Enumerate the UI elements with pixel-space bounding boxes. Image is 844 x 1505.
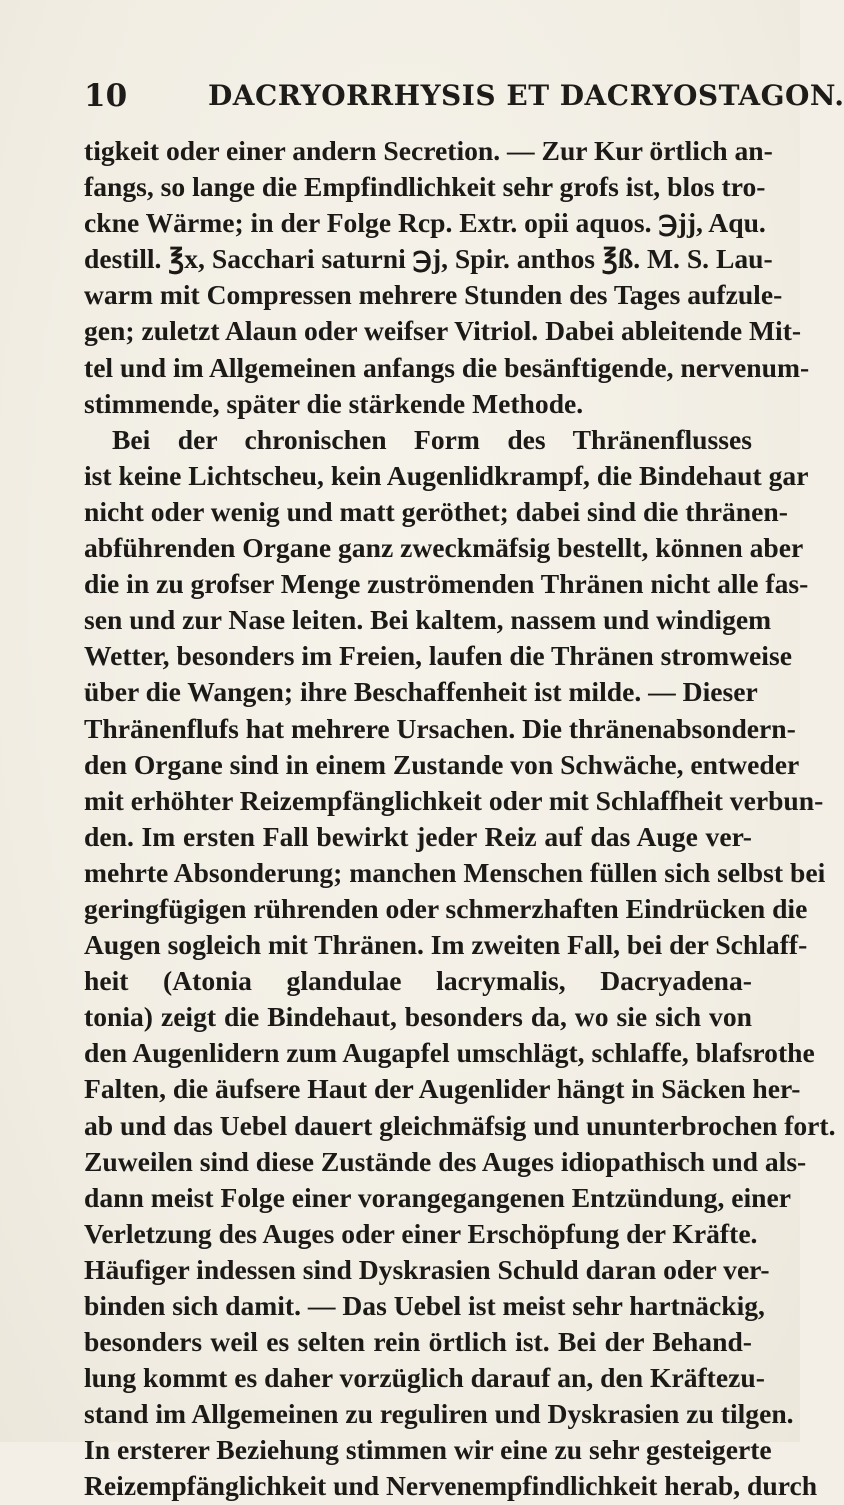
text-line-1: tigkeit oder einer andern Secretion. — Zur Kur örtlich an- xyxy=(84,135,773,166)
text-line-22: geringfügigen rührenden oder schmerzhaften Eindrücken die xyxy=(84,892,808,924)
text-line-19: mit erhöhter Reizempfänglichkeit oder mit Schlaffheit verbun- xyxy=(84,784,824,816)
text-line-28: ab und das Uebel dauert gleichmäfsig und ununterbrochen fort. xyxy=(84,1109,836,1141)
page-header xyxy=(84,76,844,120)
text-line-32: Häufiger indessen sind Dyskrasien Schuld daran oder ver- xyxy=(84,1253,770,1285)
text-line-33: binden sich damit. — Das Uebel ist meist sehr hartnäckig, xyxy=(84,1290,765,1321)
text-line-27: Falten, die äufsere Haut der Augenlider hängt in Säcken her- xyxy=(84,1073,801,1105)
text-line-37: In ersterer Beziehung stimmen wir eine zu sehr gesteigerte xyxy=(84,1434,772,1466)
text-line-2: fangs, so lange die Empfindlichkeit sehr grofs ist, blos tro- xyxy=(84,171,766,203)
text-line-29: Zuweilen sind diese Zustände des Auges idiopathisch und als- xyxy=(84,1145,807,1177)
body-text xyxy=(84,133,836,1505)
text-line-26: den Augenlidern zum Augapfel umschlägt, schlaffe, blafsrothe xyxy=(84,1037,815,1069)
text-line-38: Reizempfänglichkeit und Nervenempfindlichkeit herab, durch xyxy=(84,1470,818,1502)
text-line-3: ckne Wärme; in der Folge Rcp. Extr. opii aquos. ℈jj, Aqu. xyxy=(84,207,766,239)
text-line-35: lung kommt es daher vorzüglich darauf an, den Kräftezu- xyxy=(84,1362,765,1394)
text-line-4: destill. ℥x, Sacchari saturni ℈j, Spir. anthos ℥ß. M. S. Lau- xyxy=(84,243,773,275)
text-line-16: über die Wangen; ihre Beschaffenheit ist milde. — Dieser xyxy=(84,676,758,708)
text-line-8: stimmende, später die stärkende Methode. xyxy=(84,387,584,419)
text-line-20: den. Im ersten Fall bewirkt jeder Reiz auf das Auge ver- xyxy=(84,820,752,852)
text-line-12: abführenden Organe ganz zweckmäfsig bestellt, können aber xyxy=(84,532,804,564)
text-line-21: mehrte Absonderung; manchen Menschen füllen sich selbst bei xyxy=(84,856,826,888)
text-line-30: dann meist Folge einer vorangegangenen Entzündung, einer xyxy=(84,1181,791,1213)
running-title: DACRYORRHYSIS ET DACRYOSTAGON. xyxy=(208,79,844,112)
text-line-14: sen und zur Nase leiten. Bei kaltem, nassem und windigem xyxy=(84,604,772,636)
text-line-7: tel und im Allgemeinen anfangs die besänftigende, nervenum- xyxy=(84,351,810,383)
page-number: 10 xyxy=(84,78,128,114)
text-line-36: stand im Allgemeinen zu reguliren und Dyskrasien zu tilgen. xyxy=(84,1398,794,1430)
text-line-15: Wetter, besonders im Freien, laufen die Thränen stromweise xyxy=(84,640,792,672)
text-line-25: tonia) zeigt die Bindehaut, besonders da, wo sie sich von xyxy=(84,1001,752,1033)
text-line-11: nicht oder wenig und matt geröthet; dabei sind die thränen- xyxy=(84,495,788,527)
text-line-9: Bei der chronischen Form des Thränenflusses xyxy=(112,423,752,455)
text-line-24: heit (Atonia glandulae lacrymalis, Dacryadena- xyxy=(84,965,752,997)
text-line-18: den Organe sind in einem Zustande von Schwäche, entweder xyxy=(84,748,800,780)
text-line-17: Thränenflufs hat mehrere Ursachen. Die thränenabsondern- xyxy=(84,712,796,744)
text-line-5: warm mit Compressen mehrere Stunden des Tages aufzule- xyxy=(84,279,783,311)
text-line-31: Verletzung des Auges oder einer Erschöpfung der Kräfte. xyxy=(84,1217,758,1249)
text-line-34: besonders weil es selten rein örtlich ist. Bei der Behand- xyxy=(84,1326,752,1358)
text-line-13: die in zu grofser Menge zuströmenden Thränen nicht alle fas- xyxy=(84,568,809,600)
text-line-23: Augen sogleich mit Thränen. Im zweiten Fall, bei der Schlaff- xyxy=(84,929,808,961)
text-line-10: ist keine Lichtscheu, kein Augenlidkrampf, die Bindehaut gar xyxy=(84,459,809,491)
text-line-6: gen; zuletzt Alaun oder weifser Vitriol. Dabei ableitende Mit- xyxy=(84,315,802,347)
